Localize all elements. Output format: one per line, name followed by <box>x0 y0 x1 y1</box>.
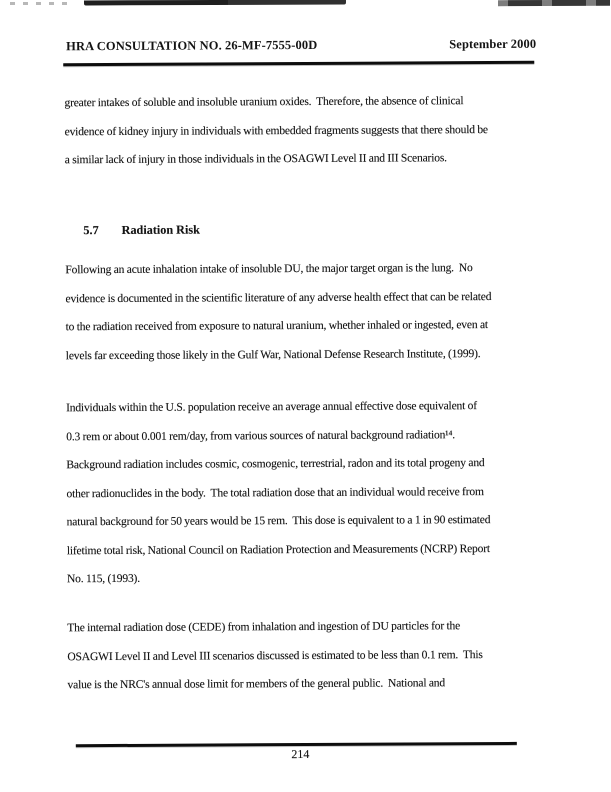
header-consultation-number: HRA CONSULTATION NO. 26-MF-7555-00D <box>66 37 318 54</box>
text-line: 0.3 rem or about 0.001 rem/day, from various sources of natural background radiation¹⁴. <box>66 427 456 443</box>
page-number: 214 <box>291 746 310 762</box>
text-line: Background radiation includes cosmic, cosmogenic, terrestrial, radon and its total progeny and <box>66 456 485 472</box>
text-line: to the radiation received from exposure to natural uranium, whether inhaled or ingested, even at <box>65 318 488 334</box>
text-line: a similar lack of injury in those individuals in the OSAGWI Level II and III Scenarios. <box>64 151 447 167</box>
text-line: levels far exceeding those likely in the Gulf War, National Defense Research Institute, (1999). <box>65 346 481 362</box>
text-line: greater intakes of soluble and insoluble uranium oxides. Therefore, the absence of clinical <box>64 94 464 110</box>
paragraph-internal-dose <box>67 612 567 700</box>
header-rule <box>63 61 534 66</box>
text-line: natural background for 50 years would be 15 rem. This dose is equivalent to a 1 in 90 estimated <box>66 513 491 529</box>
section-heading-radiation-risk <box>65 209 545 252</box>
section-title: Radiation Risk <box>121 222 200 238</box>
page-header <box>66 37 536 54</box>
text-line: evidence is documented in the scientific literature of any adverse health effect that can be related <box>65 289 492 305</box>
text-line: Individuals within the U.S. population receive an average annual effective dose equivalent of <box>66 399 477 415</box>
text-line: No. 115, (1993). <box>66 571 140 586</box>
text-line: evidence of kidney injury in individuals with embedded fragments suggests that there should be <box>64 122 488 138</box>
text-line: other radionuclides in the body. The total radiation dose that an individual would receive from <box>66 484 484 500</box>
text-line: OSAGWI Level II and Level III scenarios discussed is estimated to be less than 0.1 rem. This <box>67 647 483 663</box>
paragraph-kidney-injury <box>64 87 564 175</box>
paragraph-inhalation-intake <box>65 254 566 371</box>
paragraph-background-radiation <box>66 392 567 594</box>
text-line: Following an acute inhalation intake of insoluble DU, the major target organ is the lung. No <box>65 261 473 277</box>
text-line: value is the NRC's annual dose limit for members of the general public. National and <box>67 676 446 692</box>
header-date: September 2000 <box>449 36 537 52</box>
text-line: The internal radiation dose (CEDE) from inhalation and ingestion of DU particles for the <box>67 619 461 635</box>
text-line: lifetime total risk, National Council on Radiation Protection and Measurements (NCRP) Report <box>66 541 490 557</box>
section-number: 5.7 <box>83 223 99 238</box>
